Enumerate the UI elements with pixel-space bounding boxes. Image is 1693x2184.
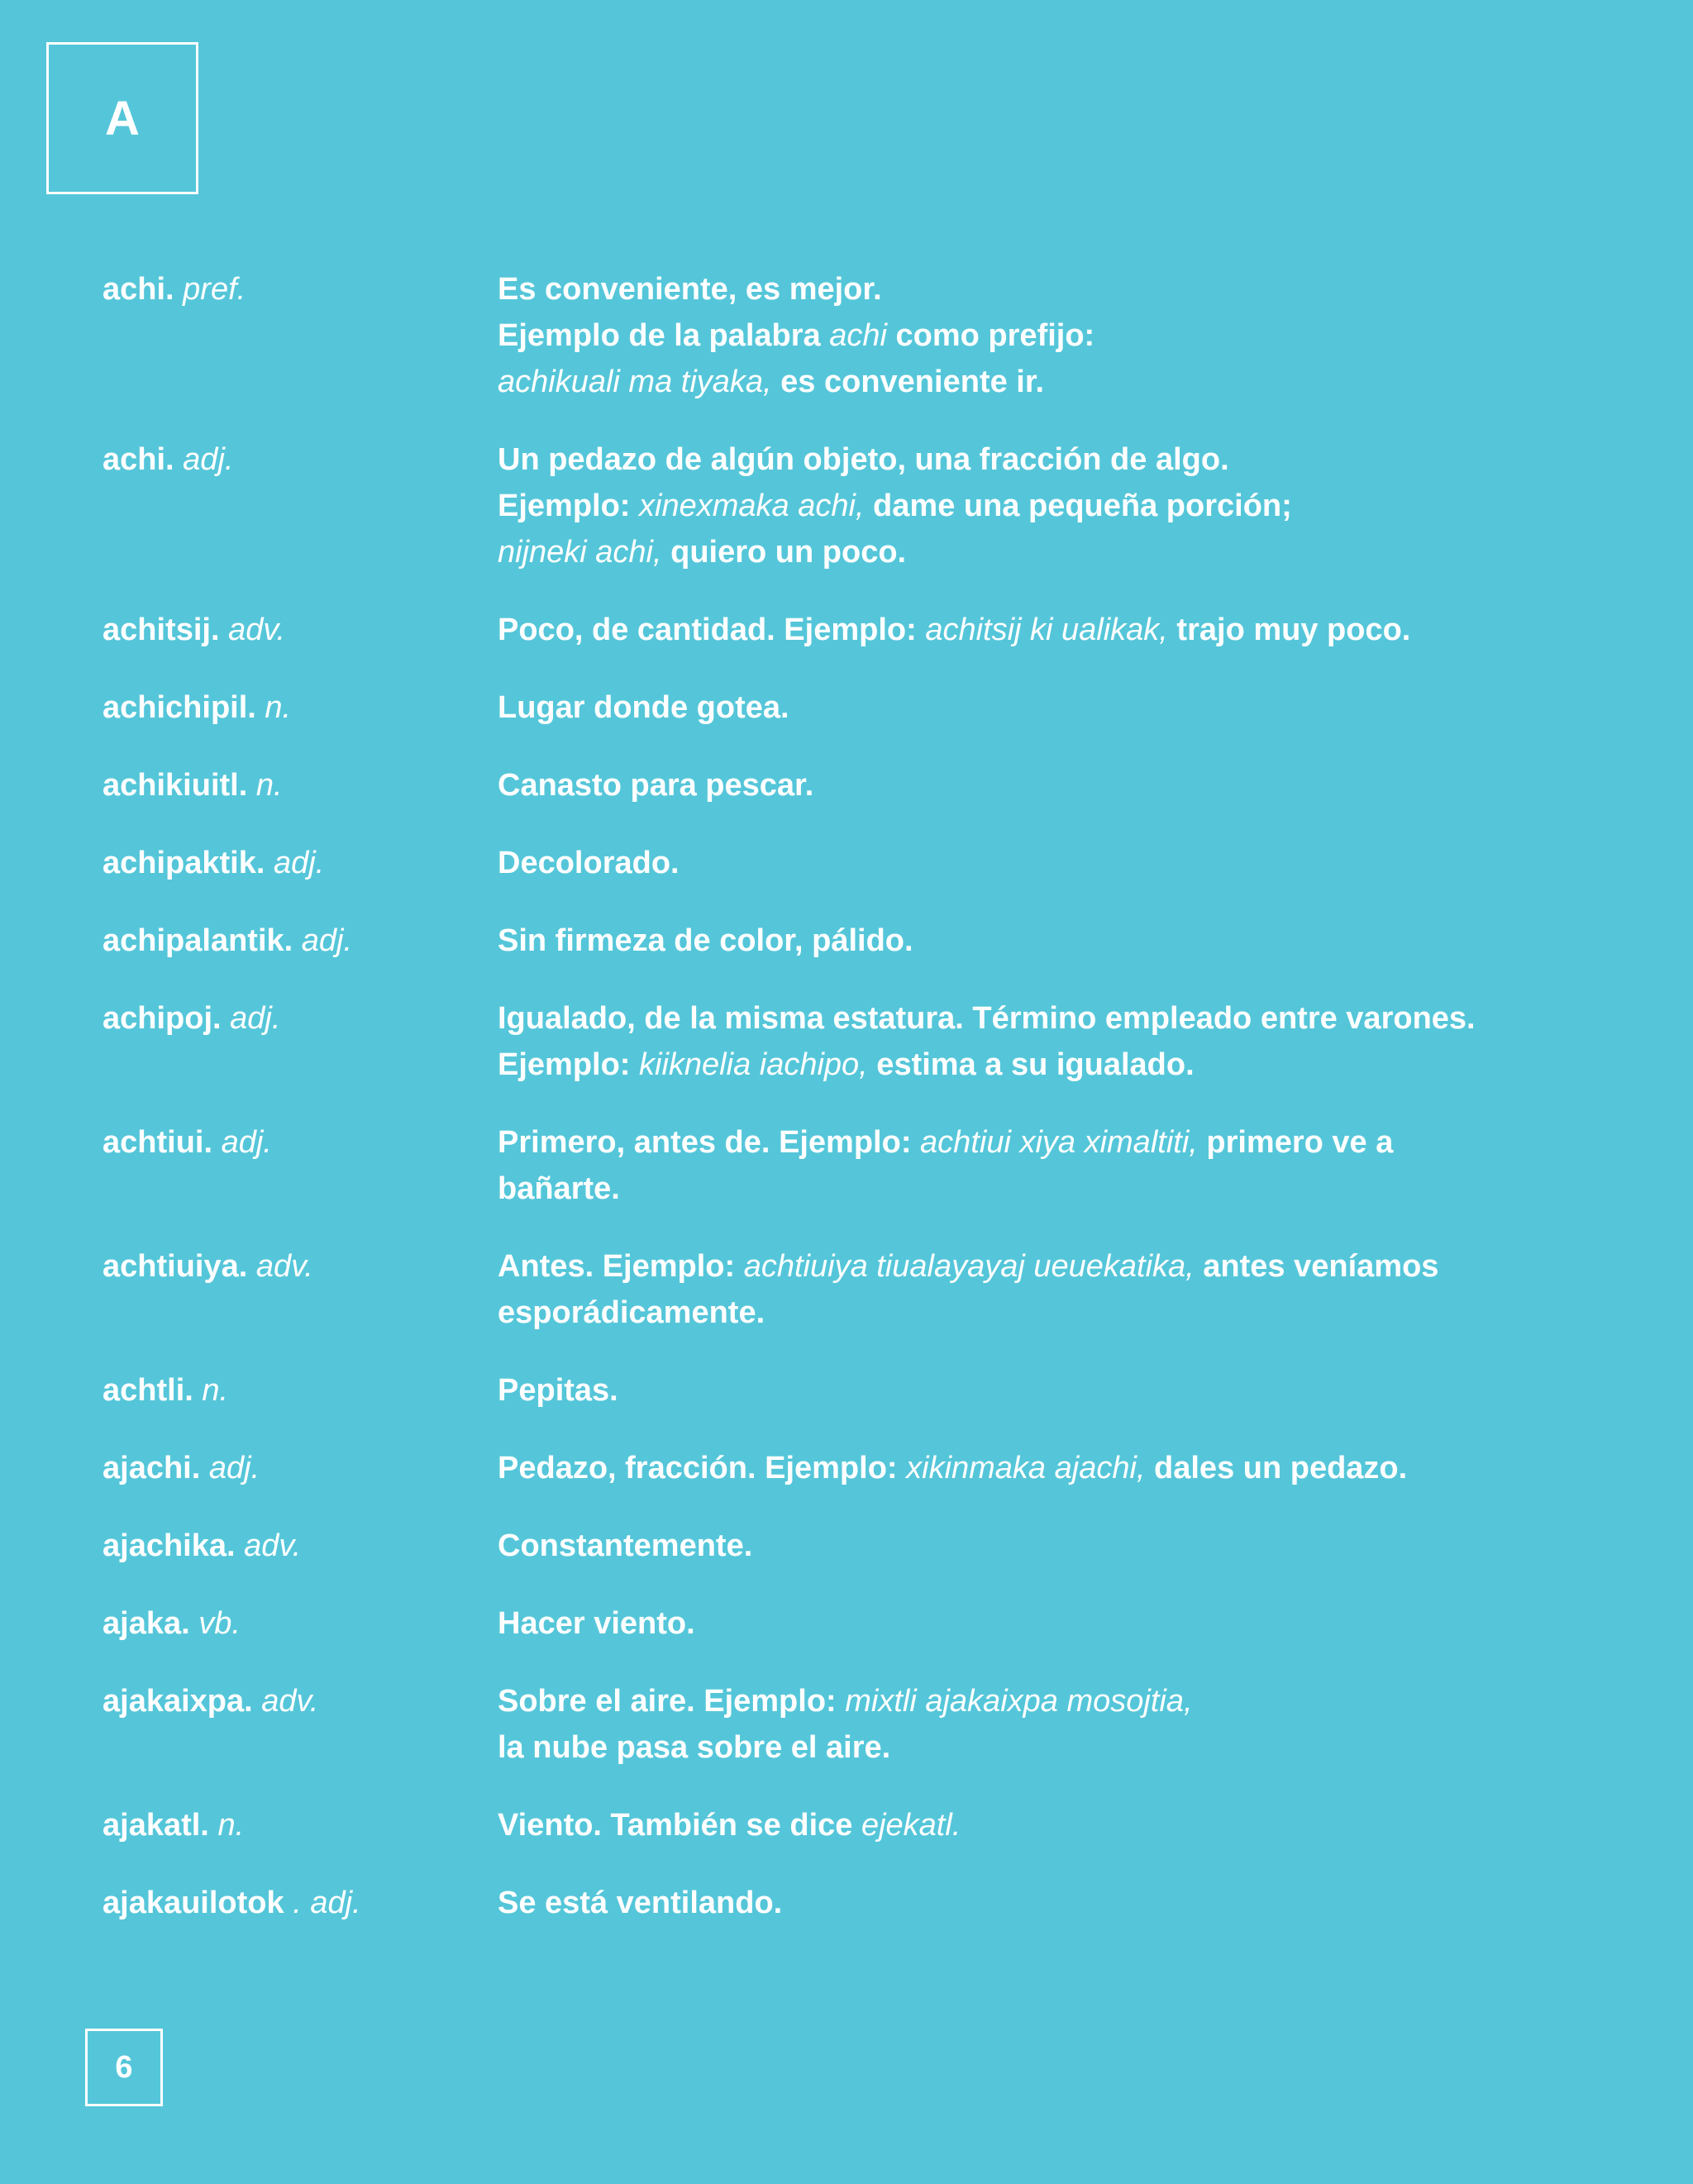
definition-text: primero ve a	[1197, 1125, 1394, 1160]
definition-text: Ejemplo de la palabra	[498, 318, 830, 353]
part-of-speech: n.	[255, 768, 283, 803]
dictionary-entries	[103, 266, 1640, 1957]
definition-line	[498, 1166, 1640, 1212]
headword: achipaktik.	[103, 846, 265, 880]
headword: achtiuiya.	[103, 1249, 248, 1284]
dictionary-entry	[103, 1802, 1640, 1848]
definition-text: Sobre el aire. Ejemplo:	[498, 1684, 846, 1719]
part-of-speech: adv.	[255, 1249, 313, 1284]
dictionary-entry	[103, 918, 1640, 964]
definition-line	[498, 762, 1640, 808]
headword: achtli.	[103, 1373, 193, 1408]
definition-text: Primero, antes de. Ejemplo:	[498, 1125, 921, 1160]
entry-term	[103, 918, 498, 964]
definition-text: Constantemente.	[498, 1528, 753, 1563]
definition-text: Poco, de cantidad. Ejemplo:	[498, 613, 926, 647]
definition-text: antes veníamos	[1194, 1249, 1439, 1284]
definition	[498, 1523, 1640, 1569]
definition-text: Igualado, de la misma estatura. Término empleado entre varones.	[498, 1001, 1476, 1036]
entry-term	[103, 1678, 498, 1724]
definition-line	[498, 1600, 1640, 1647]
definition-text: Viento. También se dice	[498, 1808, 861, 1843]
definition	[498, 840, 1640, 886]
dictionary-entry	[103, 1445, 1640, 1491]
part-of-speech: adj.	[221, 1125, 272, 1160]
example-text: achtiuiya tiualayayaj ueuekatika,	[743, 1249, 1195, 1284]
part-of-speech: adv.	[261, 1684, 319, 1719]
example-text: achtiui xiya ximaltiti,	[920, 1125, 1198, 1160]
definition	[498, 1880, 1640, 1926]
definition-line	[498, 1445, 1640, 1491]
definition-line	[498, 1290, 1640, 1336]
definition-text: como prefijo:	[886, 318, 1095, 353]
definition-line	[498, 483, 1640, 529]
part-of-speech: pref.	[183, 272, 246, 307]
part-of-speech: adj.	[208, 1451, 260, 1485]
headword: achipalantik.	[103, 923, 293, 958]
definition-line	[498, 840, 1640, 886]
headword: achitsij.	[103, 613, 220, 647]
example-text: achitsij ki ualikak,	[925, 613, 1168, 647]
definition-line	[498, 607, 1640, 653]
part-of-speech: adv.	[244, 1528, 302, 1563]
headword: ajachi.	[103, 1451, 201, 1485]
definition	[498, 266, 1640, 405]
headword: achi.	[103, 272, 174, 307]
headword: achi.	[103, 442, 174, 477]
entry-term	[103, 266, 498, 312]
definition-line	[498, 1042, 1640, 1088]
entry-term	[103, 1600, 498, 1647]
entry-term	[103, 1880, 498, 1926]
definition-text: Antes. Ejemplo:	[498, 1249, 744, 1284]
headword: ajaka.	[103, 1606, 190, 1641]
definition-line	[498, 1367, 1640, 1414]
definition	[498, 1445, 1640, 1491]
example-text: kiiknelia iachipo,	[639, 1047, 868, 1082]
definition	[498, 995, 1640, 1088]
part-of-speech: adj.	[183, 442, 234, 477]
definition	[498, 436, 1640, 575]
dictionary-entry	[103, 266, 1640, 405]
headword: ajakauilotok	[103, 1886, 284, 1920]
headword: ajakatl.	[103, 1808, 209, 1843]
dictionary-entry	[103, 684, 1640, 731]
definition	[498, 1119, 1640, 1212]
dictionary-entry	[103, 1119, 1640, 1212]
headword: achichipil.	[103, 690, 256, 725]
definition-text: estima a su igualado.	[867, 1047, 1195, 1082]
part-of-speech: vb.	[198, 1606, 241, 1641]
headword: achikiuitl.	[103, 768, 248, 803]
definition-line	[498, 1119, 1640, 1166]
entry-term	[103, 1119, 498, 1166]
entry-term	[103, 995, 498, 1042]
definition-text: dales un pedazo.	[1145, 1451, 1408, 1485]
definition-text: trajo muy poco.	[1167, 613, 1411, 647]
definition-line	[498, 1724, 1640, 1771]
definition-text: Un pedazo de algún objeto, una fracción de algo.	[498, 442, 1229, 477]
entry-term	[103, 436, 498, 483]
example-text: nijneki achi,	[498, 535, 662, 570]
definition-text: quiero un poco.	[661, 535, 907, 570]
definition	[498, 1600, 1640, 1647]
dictionary-entry	[103, 436, 1640, 575]
definition-text: Ejemplo:	[498, 489, 640, 523]
definition-text: bañarte.	[498, 1171, 620, 1206]
dictionary-entry	[103, 840, 1640, 886]
definition-text: Decolorado.	[498, 846, 680, 880]
headword: achtiui.	[103, 1125, 213, 1160]
entry-term	[103, 1243, 498, 1290]
entry-term	[103, 840, 498, 886]
entry-term	[103, 1523, 498, 1569]
dictionary-entry	[103, 762, 1640, 808]
part-of-speech: adj.	[230, 1001, 281, 1036]
section-letter-box	[46, 42, 198, 194]
definition	[498, 918, 1640, 964]
definition-line	[498, 436, 1640, 483]
part-of-speech: . adj.	[293, 1886, 361, 1920]
part-of-speech: adj.	[273, 846, 325, 880]
page-number-box	[85, 2029, 163, 2106]
definition-line	[498, 684, 1640, 731]
definition-text: es conveniente ir.	[771, 365, 1045, 399]
dictionary-entry	[103, 1880, 1640, 1926]
definition-text: dame una pequeña porción;	[864, 489, 1292, 523]
part-of-speech: n.	[265, 690, 292, 725]
entry-term	[103, 762, 498, 808]
definition	[498, 684, 1640, 731]
definition-text: Pepitas.	[498, 1373, 618, 1408]
definition-line	[498, 1243, 1640, 1290]
entry-term	[103, 1802, 498, 1848]
dictionary-entry	[103, 1523, 1640, 1569]
definition-text: Se está ventilando.	[498, 1886, 783, 1920]
definition-text: la nube pasa sobre el aire.	[498, 1730, 891, 1765]
definition-line	[498, 266, 1640, 312]
definition-text: Ejemplo:	[498, 1047, 640, 1082]
definition-line	[498, 1523, 1640, 1569]
part-of-speech: adv.	[228, 613, 286, 647]
definition	[498, 607, 1640, 653]
definition-line	[498, 918, 1640, 964]
definition-line	[498, 1678, 1640, 1724]
definition-text: Sin firmeza de color, pálido.	[498, 923, 913, 958]
definition-text: Hacer viento.	[498, 1606, 695, 1641]
definition-text: Es conveniente, es mejor.	[498, 272, 882, 307]
dictionary-entry	[103, 1600, 1640, 1647]
entry-term	[103, 684, 498, 731]
dictionary-entry	[103, 607, 1640, 653]
example-text: ejekatl.	[861, 1808, 961, 1843]
definition-line	[498, 529, 1640, 575]
dictionary-entry	[103, 1678, 1640, 1771]
definition-line	[498, 1802, 1640, 1848]
definition-text: esporádicamente.	[498, 1295, 765, 1330]
definition-line	[498, 995, 1640, 1042]
entry-term	[103, 607, 498, 653]
example-text: mixtli ajakaixpa mosojtia,	[845, 1684, 1193, 1719]
dictionary-entry	[103, 1367, 1640, 1414]
example-text: achi	[829, 318, 887, 353]
definition	[498, 1678, 1640, 1771]
definition	[498, 762, 1640, 808]
definition-line	[498, 359, 1640, 405]
dictionary-entry	[103, 995, 1640, 1088]
section-letter: A	[105, 91, 140, 145]
example-text: achikuali ma tiyaka,	[498, 365, 772, 399]
definition	[498, 1802, 1640, 1848]
entry-term	[103, 1445, 498, 1491]
entry-term	[103, 1367, 498, 1414]
part-of-speech: n.	[217, 1808, 245, 1843]
headword: achipoj.	[103, 1001, 222, 1036]
headword: ajachika.	[103, 1528, 236, 1563]
example-text: xinexmaka achi,	[639, 489, 865, 523]
definition-text: Canasto para pescar.	[498, 768, 814, 803]
definition-text: Lugar donde gotea.	[498, 690, 789, 725]
definition-line	[498, 312, 1640, 359]
example-text: xikinmaka ajachi,	[906, 1451, 1146, 1485]
page-number: 6	[115, 2049, 133, 2085]
definition-line	[498, 1880, 1640, 1926]
definition	[498, 1367, 1640, 1414]
headword: ajakaixpa.	[103, 1684, 253, 1719]
part-of-speech: n.	[202, 1373, 229, 1408]
definition	[498, 1243, 1640, 1336]
dictionary-entry	[103, 1243, 1640, 1336]
part-of-speech: adj.	[301, 923, 353, 958]
definition-text: Pedazo, fracción. Ejemplo:	[498, 1451, 907, 1485]
